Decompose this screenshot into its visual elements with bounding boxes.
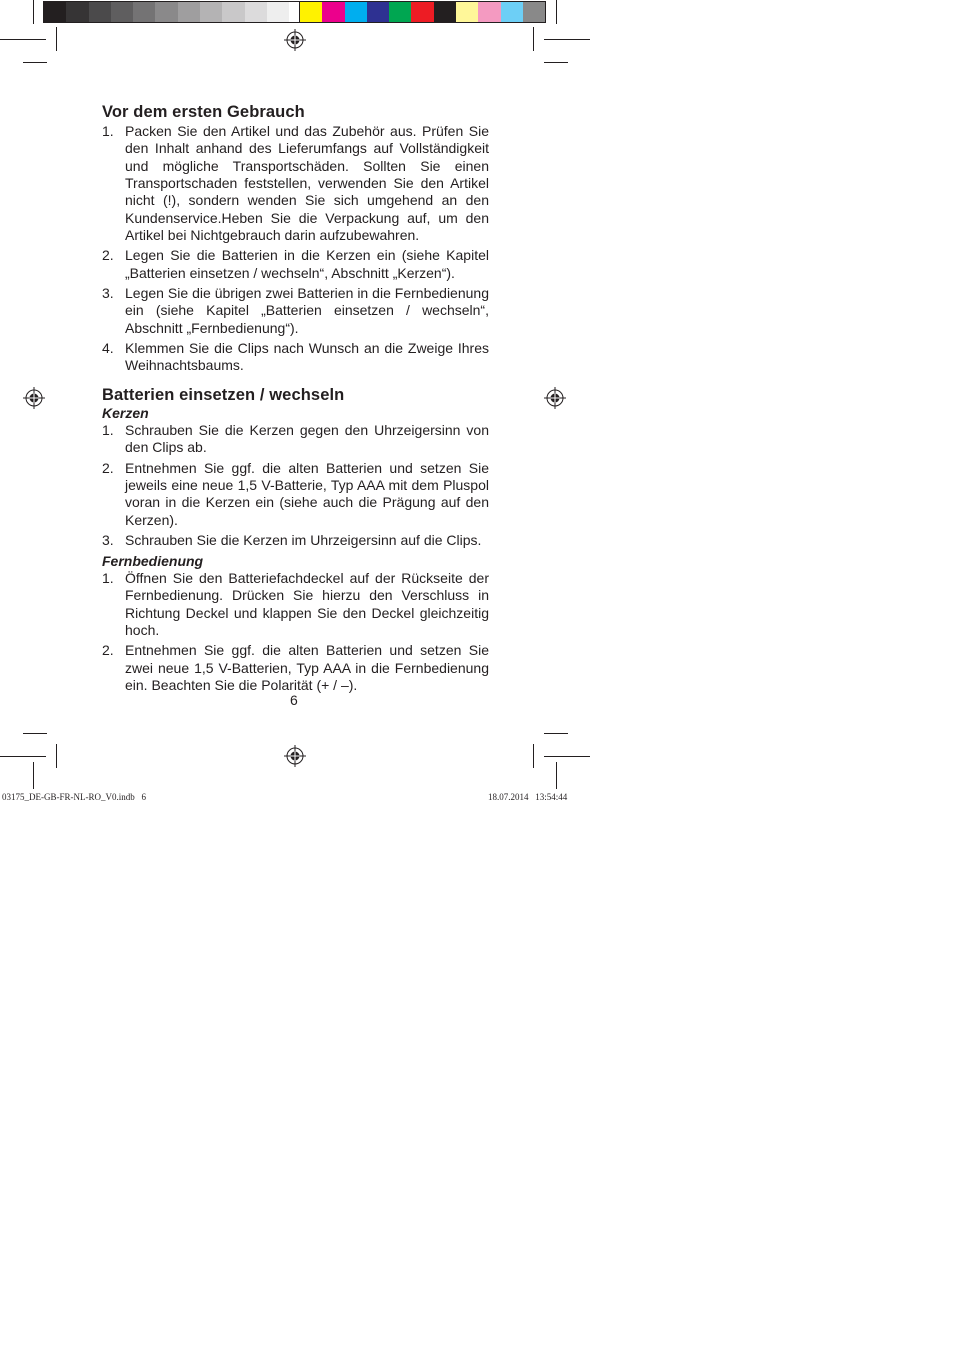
crop-mark [56, 744, 57, 768]
list-item-number: 1. [102, 422, 114, 438]
registration-mark-icon [284, 745, 306, 767]
list-item-text: Packen Sie den Artikel und das Zubehör aus. Prüfen Sie den Inhalt anhand des Lieferumfangs auf Vollständigkeit und mögliche Transportschäden. Sollten Sie einen Transportschaden feststellen, verwenden Sie den Artikel nicht (!), sondern wenden Sie sich umgehend an den Kundenservice.Heben Sie die Verpackung auf, um den Artikel bei Nichtgebrauch darin aufzubewahren. [125, 123, 489, 244]
list-item [102, 570, 489, 639]
registration-mark-icon [544, 387, 566, 409]
list-item-number: 2. [102, 459, 114, 476]
color-swatch [523, 2, 545, 22]
color-swatch [89, 2, 111, 22]
footer-file-name: 03175_DE-GB-FR-NL-RO_V0.indb 6 [2, 792, 146, 802]
list-item [102, 460, 489, 529]
color-swatch [411, 2, 433, 22]
color-swatch [345, 2, 367, 22]
color-swatch [155, 2, 177, 22]
color-swatch [389, 2, 411, 22]
crop-mark [33, 762, 34, 789]
remote-battery-steps [102, 570, 489, 697]
crop-mark [544, 756, 590, 757]
list-item-number: 1. [102, 570, 114, 586]
list-item-number: 3. [102, 532, 114, 549]
list-item-text: Schrauben Sie die Kerzen gegen den Uhrzeigersinn von den Clips ab. [125, 422, 489, 456]
page-number: 6 [290, 692, 298, 708]
crop-mark [23, 62, 47, 63]
crop-mark [0, 39, 46, 40]
list-item [102, 285, 489, 337]
list-item [102, 642, 489, 694]
crop-mark [0, 756, 46, 757]
color-swatch [267, 2, 289, 22]
crop-mark [544, 62, 568, 63]
crop-mark [556, 762, 557, 789]
color-swatch [367, 2, 389, 22]
first-use-steps [102, 123, 489, 378]
crop-mark [23, 733, 47, 734]
color-swatch [478, 2, 500, 22]
list-item-number: 2. [102, 247, 114, 264]
color-swatch [66, 2, 88, 22]
footer-timestamp: 18.07.2014 13:54:44 [488, 792, 568, 802]
list-item [102, 123, 489, 244]
color-swatch [44, 2, 66, 22]
crop-mark [33, 0, 34, 24]
section-heading-batteries: Batterien einsetzen / wechseln [102, 386, 345, 404]
color-swatch [434, 2, 456, 22]
process-color-bar [299, 1, 546, 23]
subheading-candles: Kerzen [102, 405, 149, 421]
registration-mark-icon [284, 29, 306, 51]
grayscale-color-bar [43, 1, 313, 23]
color-swatch [501, 2, 523, 22]
registration-mark-icon [23, 387, 45, 409]
list-item-text: Entnehmen Sie ggf. die alten Batterien und setzen Sie jeweils eine neue 1,5 V-Batterie, Typ AAA mit dem Pluspol voran in die Kerzen ein (siehe auch die Prägung auf den Kerzen). [125, 459, 489, 528]
list-item [102, 422, 489, 457]
color-swatch [111, 2, 133, 22]
crop-mark [533, 744, 534, 768]
list-item-number: 3. [102, 285, 114, 302]
list-item-number: 2. [102, 642, 114, 659]
candle-battery-steps [102, 422, 489, 552]
subheading-remote-control: Fernbedienung [102, 553, 204, 569]
crop-mark [544, 39, 590, 40]
list-item-text: Klemmen Sie die Clips nach Wunsch an die Zweige Ihres Weihnachtsbaums. [125, 340, 489, 374]
list-item-text: Schrauben Sie die Kerzen im Uhrzeigersinn auf die Clips. [125, 532, 482, 549]
crop-mark [544, 733, 568, 734]
color-swatch [133, 2, 155, 22]
list-item-text: Öffnen Sie den Batteriefachdeckel auf der Rückseite der Fernbedienung. Drücken Sie hierzu den Verschluss in Richtung Deckel und klappen Sie den Deckel gleichzeitig hoch. [125, 570, 489, 639]
list-item-number: 4. [102, 340, 114, 357]
color-swatch [200, 2, 222, 22]
list-item-number: 1. [102, 123, 114, 139]
list-item [102, 532, 489, 549]
color-swatch [178, 2, 200, 22]
crop-mark [56, 27, 57, 51]
section-heading-first-use: Vor dem ersten Gebrauch [102, 103, 305, 121]
color-swatch [222, 2, 244, 22]
color-swatch [456, 2, 478, 22]
list-item-text: Entnehmen Sie ggf. die alten Batterien und setzen Sie zwei neue 1,5 V-Batterien, Typ AAA in die Fernbedienung ein. Beachten Sie die Polarität (+ / –). [125, 642, 489, 694]
color-swatch [245, 2, 267, 22]
list-item-text: Legen Sie die übrigen zwei Batterien in die Fernbedienung ein (siehe Kapitel „Batterien einsetzen / wechseln“, Abschnitt „Fernbedienung“). [125, 285, 489, 336]
crop-mark [533, 27, 534, 51]
list-item [102, 247, 489, 282]
color-swatch [300, 2, 322, 22]
crop-mark [556, 0, 557, 24]
list-item-text: Legen Sie die Batterien in die Kerzen ein (siehe Kapitel „Batterien einsetzen / wechseln“, Abschnitt „Kerzen“). [125, 247, 489, 281]
list-item [102, 340, 489, 375]
color-swatch [322, 2, 344, 22]
